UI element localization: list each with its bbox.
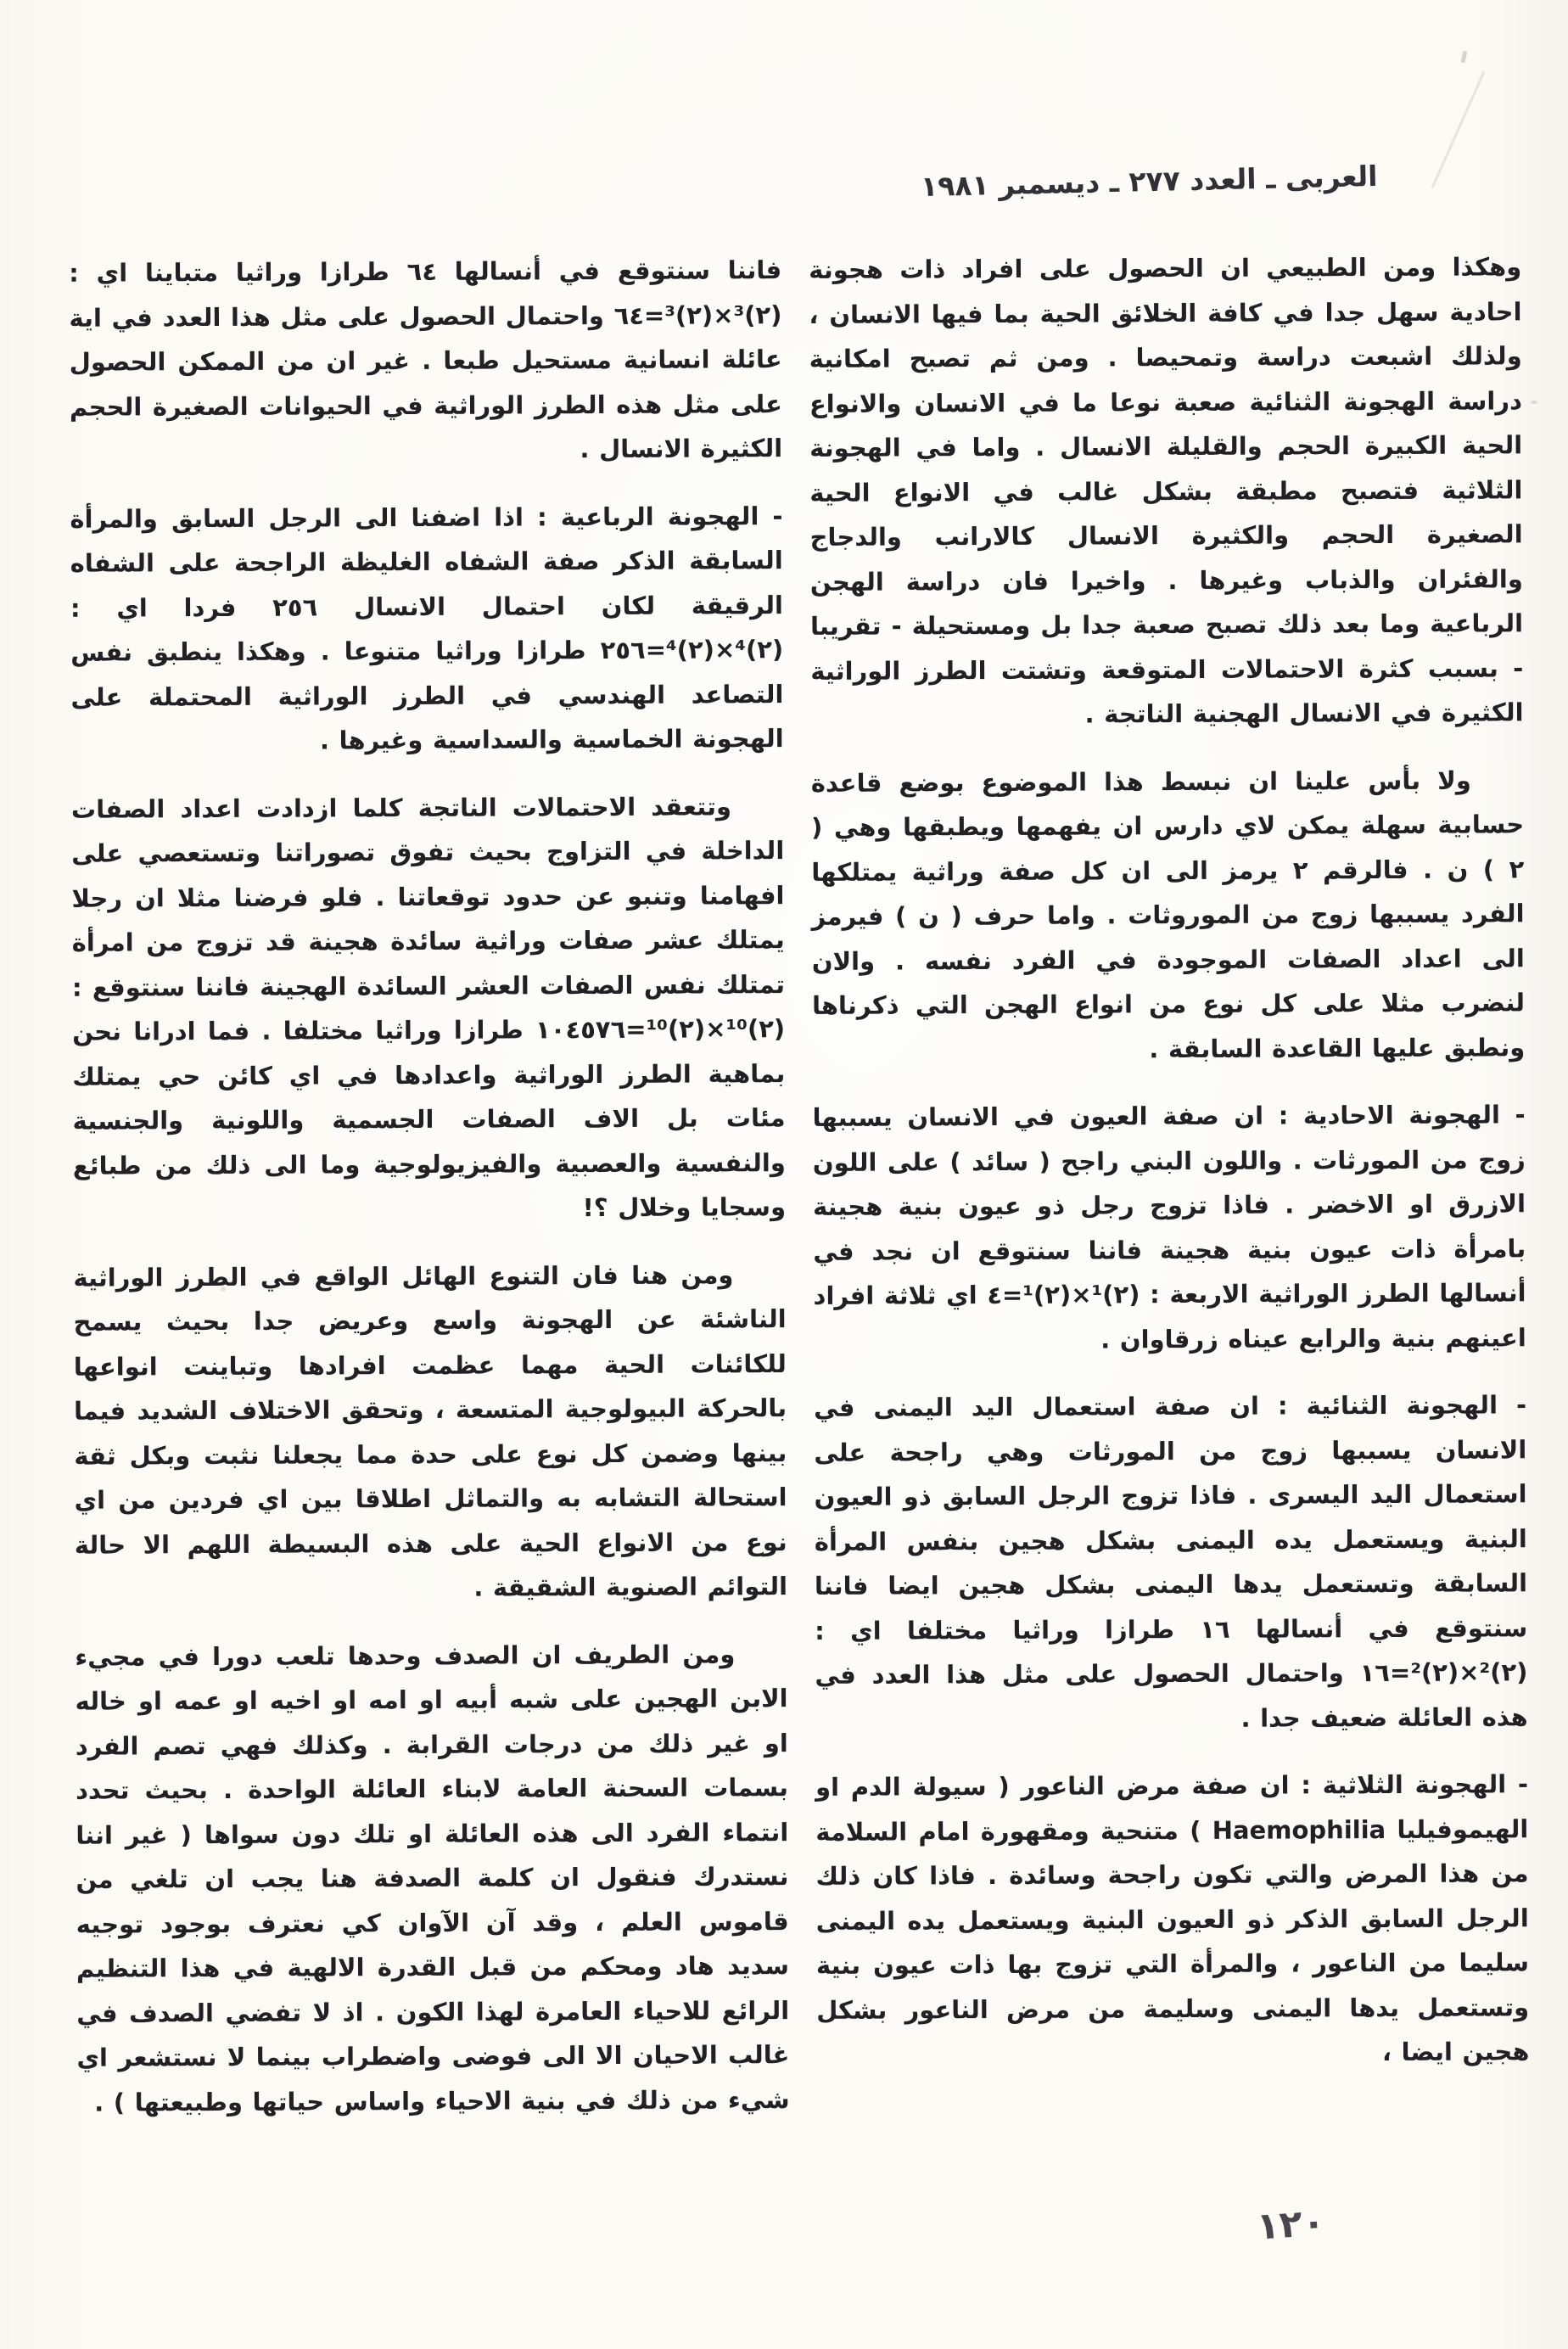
paragraph: - الهجونة الرباعية : اذا اضفنا الى الرجل السابق والمرأة السابقة الذكر صفة الشفاه الغليظة الراجحة على الشفاه الرقيقة لكان احتمال الانسال ٢٥٦ فردا اي : (٢)⁴×(٢)⁴=٢٥٦ طرازا وراثيا متنوعا . وهكذا ينطبق نفس التصاعد الهندسي في الطرز الوراثية المحتملة على الهجونة الخماسية والسداسية وغيرها . <box>70 501 784 755</box>
column-right <box>809 244 1530 2144</box>
paragraph: ولا بأس علينا ان نبسط هذا الموضوع بوضع قاعدة حسابية سهلة يمكن لاي دارس ان يفهمها ويطبقها وهي ( ٢ ) ن . فالرقم ٢ يرمز الى ان كل صفة وراثية يمتلكها الفرد يسببها زوج من الموروثات . واما حرف ( ن ) فيرمز الى اعداد الصفات الموجودة في الفرد نفسه . والان لنضرب مثلا على كل نوع من انواع الهجن التي ذكرناها ونطبق عليها القاعدة السابقة . <box>810 765 1526 1063</box>
scan-crease <box>1431 71 1486 188</box>
paragraph: - الهجونة الاحادية : ان صفة العيون في الانسان يسببها زوج من المورثات . واللون البني راجح ( سائد ) على اللون الازرق او الاخضر . فاذا تزوج رجل ذو عيون بنية هجينة بامرأة ذات عيون بنية هجينة فاننا سنتوقع ان نجد في أنسالها الطرز الوراثية الاربعة : (٢)¹×(٢)¹=٤ اي ثلاثة افراد اعينهم بنية والرابع عيناه زرقاوان . <box>812 1100 1526 1354</box>
scan-speck <box>1461 51 1468 64</box>
column-left <box>69 248 790 2148</box>
paragraph: وهكذا ومن الطبيعي ان الحصول على افراد ذات هجونة احادية سهل جدا في كافة الخلائق الحية بما فيها الانسان ، ولذلك اشبعت دراسة وتمحيصا . ومن ثم تصبح امكانية دراسة الهجونة الثنائية صعبة نوعا ما في الانسان والانواع الحية الكبيرة الحجم والقليلة الانسال . واما في الهجونة الثلاثية فتصبح مطبقة بشكل غالب في الانواع الحية الصغيرة الحجم والكثيرة الانسال كالارانب والدجاج والفئران والذباب وغيرها . واخيرا فان دراسة الهجن الرباعية وما بعد ذلك تصبح صعبة جدا بل ومستحيلة - تقريبا - بسبب كثرة الاحتمالات المتوقعة وتشتت الطرز الوراثية الكثيرة في الانسال الهجنية الناتجة . <box>809 252 1524 729</box>
page-header: العربى ـ العدد ٢٧٧ ـ ديسمبر ١٩٨١ <box>921 159 1379 204</box>
paragraph: - الهجونة الثنائية : ان صفة استعمال اليد اليمنى في الانسان يسببها زوج من المورثات وهي راجحة على استعمال اليد اليسرى . فاذا تزوج الرجل السابق ذو العيون البنية ويستعمل يده اليمنى بشكل هجين بنفس المرأة السابقة وتستعمل يدها اليمنى بشكل هجين ايضا فاننا سنتوقع في أنسالها ١٦ طرازا وراثيا مختلفا اي : (٢)²×(٢)²=١٦ واحتمال الحصول على مثل هذا العدد في هذه العائلة ضعيف جدا . <box>814 1390 1528 1733</box>
paragraph: فاننا سنتوقع في أنسالها ٦٤ طرازا وراثيا متباينا اي : (٢)³×(٢)³=٦٤ واحتمال الحصول على مثل هذا العدد في اية عائلة انسانية مستحيل طبعا . غير ان من الممكن الحصول على مثل هذه الطرز الوراثية في الحيوانات الصغيرة الحجم الكثيرة الانسال . <box>69 255 783 464</box>
paragraph: ومن الطريف ان الصدف وحدها تلعب دورا في مجيء الابن الهجين على شبه أبيه او امه او اخيه او عمه او خاله او غير ذلك من درجات القرابة . وكذلك فهي تصم الفرد بسمات السحنة العامة لابناء العائلة الواحدة . بحيث تحدد انتماء الفرد الى هذه العائلة او تلك دون سواها ( غير اننا نستدرك فنقول ان كلمة الصدفة هنا يجب ان تلغي من قاموس العلم ، وقد آن الآوان كي نعترف بوجود توجيه سديد هاد ومحكم من قبل القدرة الالهية في هذا التنظيم الرائع للاحياء العامرة لهذا الكون . اذ لا تفضي الصدف في غالب الاحيان الا الى فوضى واضطراب بينما لا نستشعر اي شيء من ذلك في بنية الاحياء واساس حياتها وطبيعتها ) . <box>75 1639 790 2117</box>
paragraph: - الهجونة الثلاثية : ان صفة مرض الناعور ( سيولة الدم او الهيموفيليا Haemophilia ) متنحية ومقهورة امام السلامة من هذا المرض والتي تكون راجحة وسائدة . فاذا كان ذلك الرجل السابق الذكر ذو العيون البنية ويستعمل يده اليمنى سليما من الناعور ، والمرأة التي تزوج بها ذات عيون بنية وتستعمل يدها اليمنى وسليمة من مرض الناعور بشكل هجين ايضا ، <box>815 1769 1530 2067</box>
page-number: ١٢٠ <box>1255 2200 1327 2249</box>
paragraph: وتتعقد الاحتمالات الناتجة كلما ازدادت اعداد الصفات الداخلة في التزاوج بحيث تفوق تصوراتنا وتستعصي على افهامنا وتنبو عن حدود توقعاتنا . فلو فرضنا مثلا ان رجلا يمتلك عشر صفات وراثية سائدة هجينة قد تزوج من امرأة تمتلك نفس الصفات العشر السائدة الهجينة فاننا سنتوقع : (٢)¹⁰×(٢)¹⁰=١٠٤٥٧٦ طرازا وراثيا مختلفا . فما ادرانا نحن بماهية الطرز الوراثية واعدادها في اي كائن حي يمتلك مئات بل الاف الصفات الجسمية واللونية والجنسية والنفسية والعصبية والفيزيولوجية وما الى ذلك من طبائع وسجايا وخلال ؟! <box>70 791 787 1223</box>
paragraph: ومن هنا فان التنوع الهائل الواقع في الطرز الوراثية الناشئة عن الهجونة واسع وعريض جدا بحيث يسمح للكائنات الحية مهما عظمت افرادها وتباينت انواعها بالحركة البيولوجية المتسعة ، وتحقق الاختلاف الشديد فيما بينها وضمن كل نوع على حدة مما يجعلنا نثبت وبكل ثقة استحالة التشابه به والتماثل اطلاقا بين اي فردين من اي نوع من الانواع الحية على هذه البسيطة اللهم الا حالة التوائم الصنوية الشقيقة . <box>73 1259 788 1602</box>
article-body <box>69 244 1530 2147</box>
scan-speck <box>1531 401 1537 404</box>
